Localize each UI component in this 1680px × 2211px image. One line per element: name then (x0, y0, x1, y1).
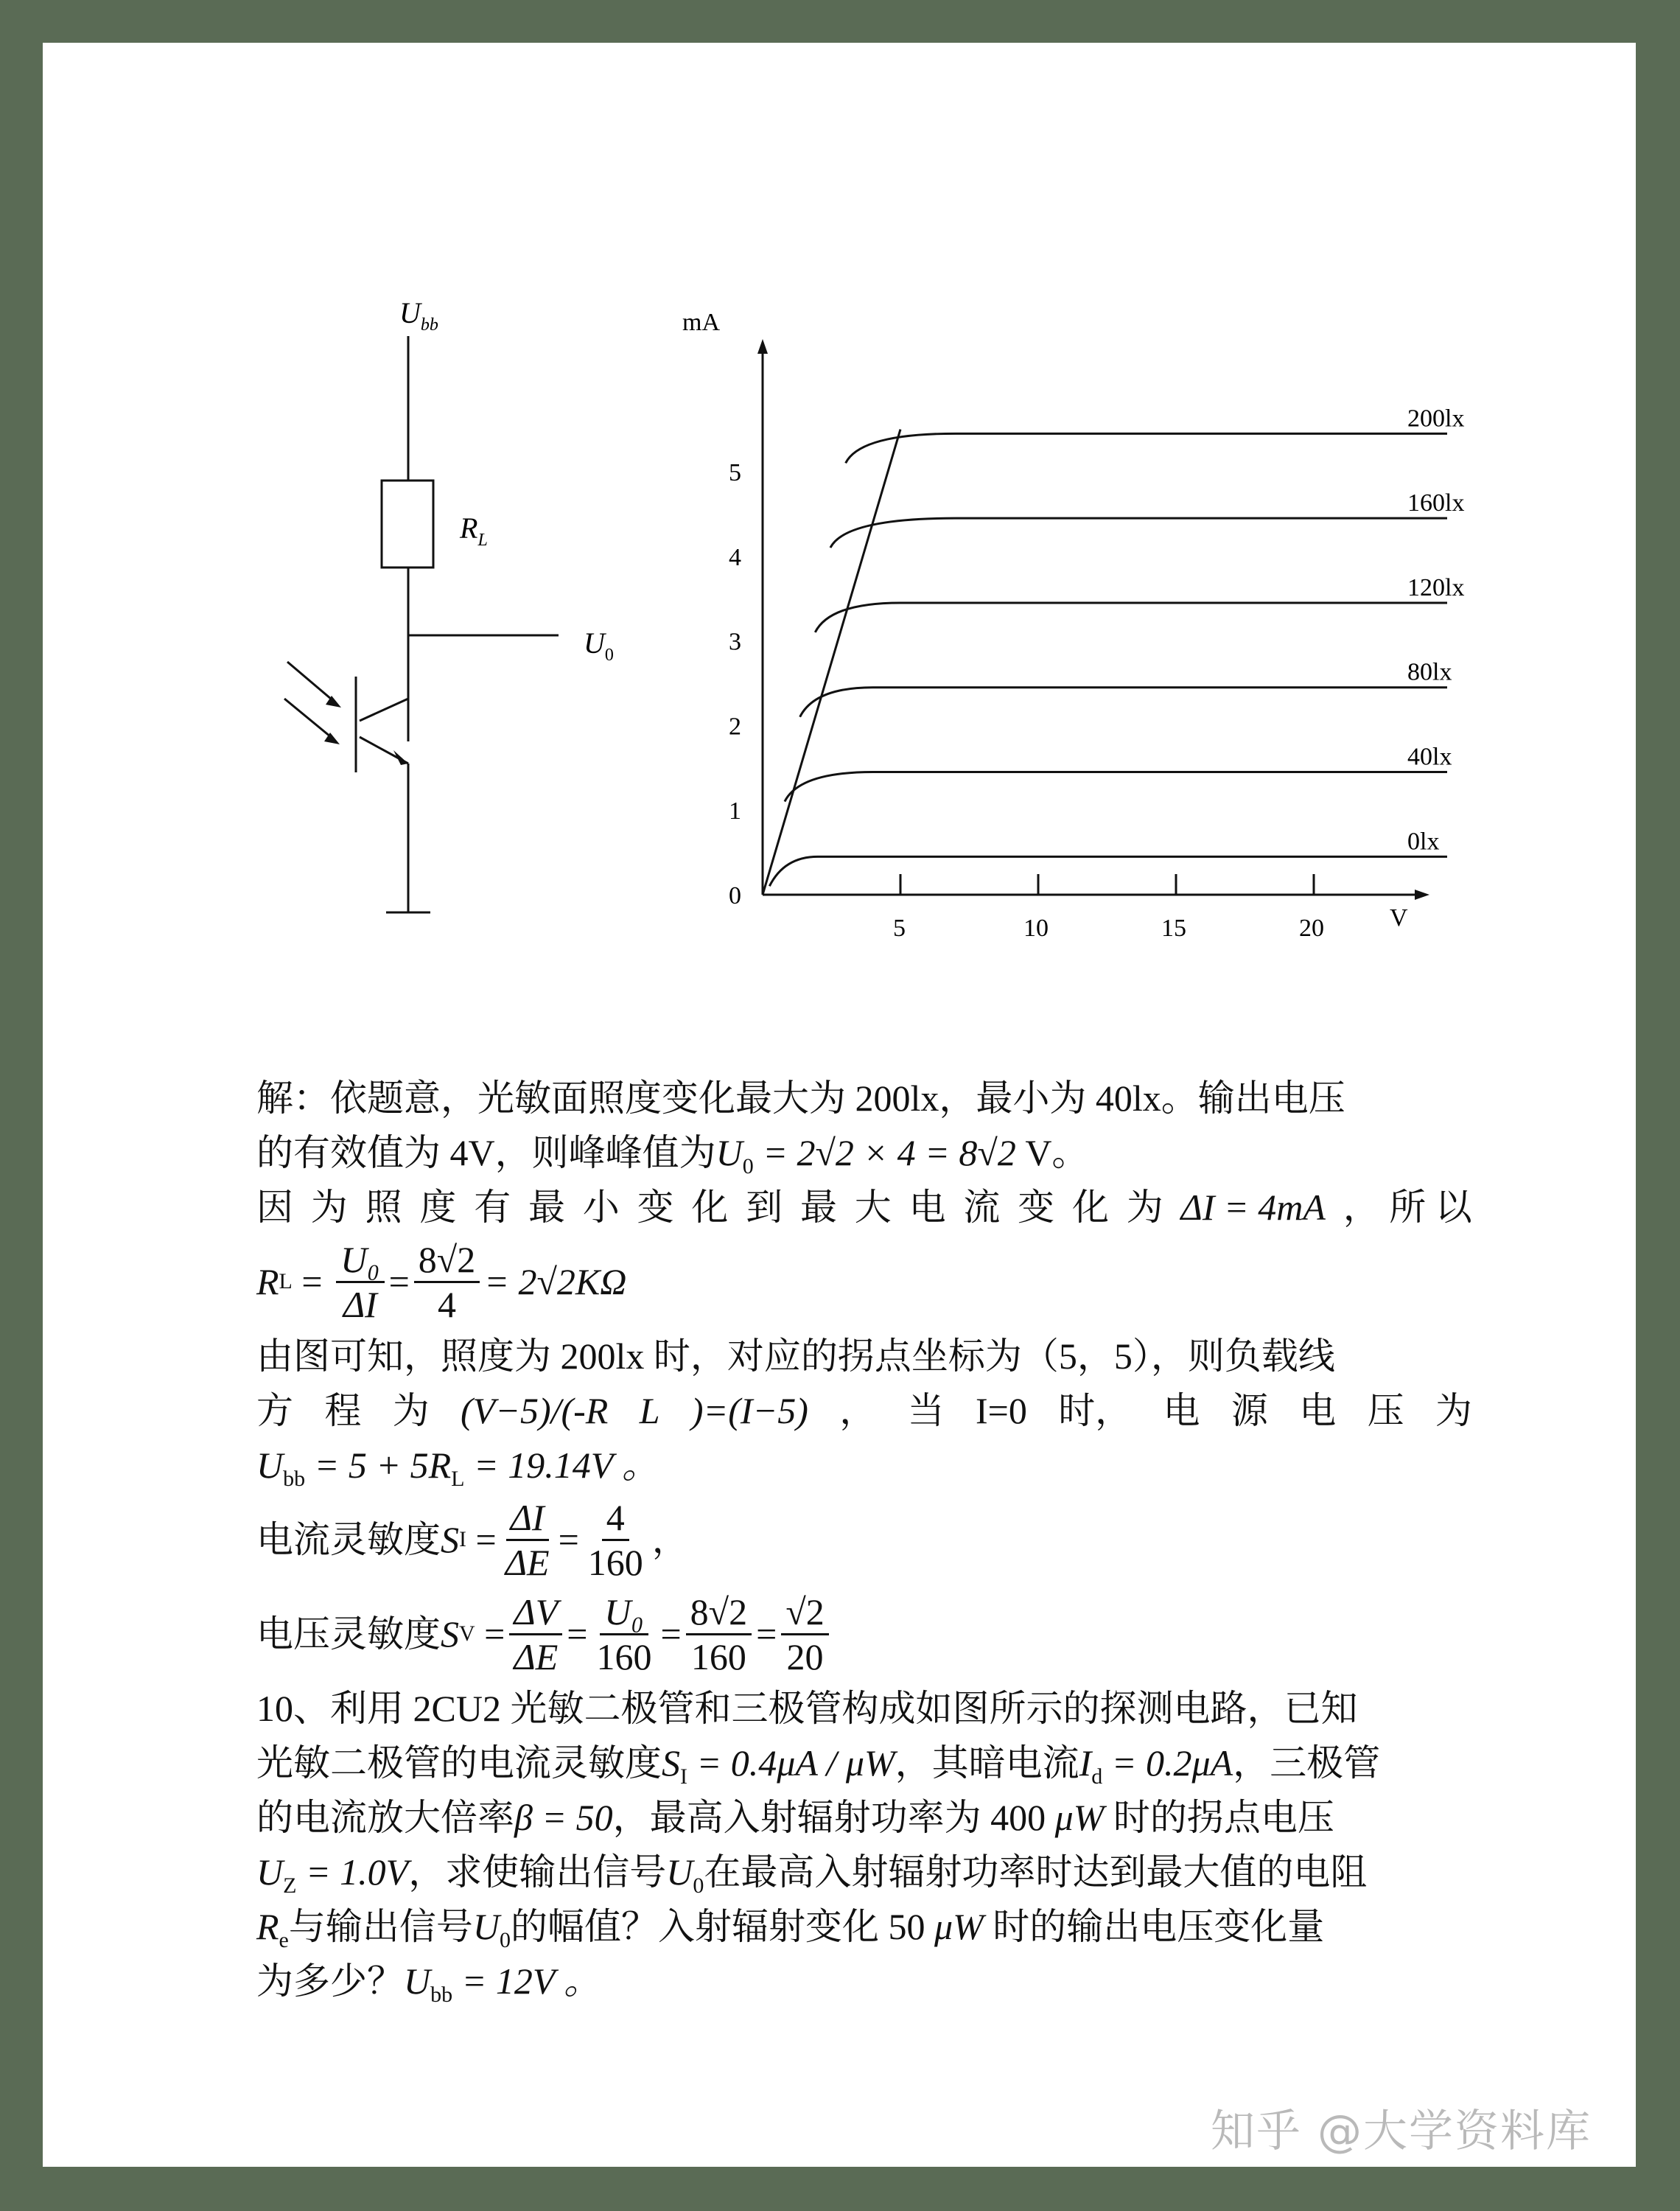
curve-120lx (815, 603, 1447, 632)
x-tick-label: 10 (1023, 915, 1049, 942)
fraction: $\frac{4}{160}$ (587, 1496, 643, 1583)
line-8: 电流灵敏度 S I = $\frac{\Delta I}{\Delta E}$ = $\frac{4}{160}$ ， (256, 1496, 689, 1583)
fraction: $\frac{8√2}{160}$ (686, 1590, 752, 1678)
watermark: 知乎 @大学资料库 (1210, 2106, 1592, 2157)
line-9: 电压灵敏度 S V = $\frac{\Delta V}{\Delta E}$ = $\frac{\text{U₀}}{160}$ = $\frac{8√2}{160}$ = $\frac{√2}{20}$ (256, 1587, 1472, 1681)
y-tick-label: 2 (729, 713, 741, 741)
curve-0lx (769, 856, 1447, 886)
fraction: $\frac{\Delta V}{\Delta E}$ (509, 1590, 562, 1678)
x-axis-label: V (1390, 904, 1408, 932)
line-7: $U_{bb} = 5 + 5R_L = 19.14V$ 。 (256, 1445, 659, 1491)
load-line (763, 430, 900, 895)
legend-160lx: 160lx (1407, 489, 1465, 517)
y-tick-label: 5 (729, 459, 741, 486)
y-axis-arrow (757, 339, 768, 354)
line-5: 由图可知，照度为 200lx 时，对应的拐点坐标为（5，5），则负载线 (256, 1335, 1335, 1377)
legend-40lx: 40lx (1407, 743, 1452, 771)
line-3: 因 为 照 度 有 最 小 变 化 到 最 大 电 流 变 化 为 ΔI = 4mA ， 所 以 (256, 1187, 1472, 1228)
iv-characteristic-chart (43, 43, 1636, 1001)
x-tick-label: 5 (893, 915, 906, 942)
problem-line-2: 光敏二极管的电流灵敏度$S_I = 0.4\mu A / \mu W$，其暗电流$I_d = 0.2\mu A$，三极管 (256, 1742, 1381, 1789)
legend-120lx: 120lx (1407, 573, 1465, 601)
line-4: R L = $\frac{\text{U₀}}{\Delta I}$ = $\frac{8√2}{4}$ = 2√2KΩ (256, 1238, 627, 1325)
supply-label: $U_{bb}$ (399, 296, 438, 335)
fraction: $\frac{\text{U₀}}{160}$ (596, 1590, 652, 1677)
fraction: $\frac{\text{U₀}}{\Delta I}$ (336, 1238, 385, 1326)
curve-80lx (800, 688, 1447, 717)
fraction: $\frac{\Delta I}{\Delta E}$ (505, 1496, 550, 1583)
curve-40lx (785, 772, 1447, 802)
problem-line-1: 10、利用 2CU2 光敏二极管和三极管构成如图所示的探测电路，已知 (256, 1688, 1358, 1729)
legend-0lx: 0lx (1407, 828, 1440, 856)
x-tick-label: 15 (1161, 915, 1186, 942)
resistor-label: $R_L$ (460, 511, 488, 550)
solution-text (256, 1071, 1472, 2008)
output-label: $U_0$ (584, 626, 614, 665)
document-page (43, 43, 1636, 2167)
problem-line-3: 的电流放大倍率β = 50，最高入射辐射功率为 400 μW 时的拐点电压 (256, 1797, 1334, 1838)
y-tick-label: 1 (729, 797, 741, 825)
fraction: $\frac{√2}{20}$ (781, 1590, 828, 1678)
problem-line-6: 为多少？$U_{bb} = 12V$ 。 (256, 1960, 601, 2007)
y-tick-label: 0 (729, 882, 741, 909)
y-tick-label: 4 (729, 543, 741, 571)
y-tick-label: 3 (729, 628, 741, 656)
fraction: $\frac{8√2}{4}$ (414, 1238, 480, 1326)
legend-200lx: 200lx (1407, 405, 1465, 433)
x-axis-arrow (1415, 890, 1429, 900)
line-6: 方 程 为 (V−5)/(-R L )=(I−5) ， 当 I=0 时， 电 源 电 压 为 (256, 1390, 1472, 1431)
y-axis-label: mA (682, 309, 720, 336)
curve-200lx (846, 433, 1447, 463)
problem-line-5: $R_e$与输出信号$U_0$的幅值？入射辐射变化 50 μW 时的输出电压变化量 (256, 1906, 1325, 1952)
line-2: 的有效值为 4V，则峰峰值为$U_0 = 2√2 \times 4 = 8√2$ V。 (256, 1132, 1089, 1178)
line-1: 解：依题意，光敏面照度变化最大为 200lx，最小为 40lx。输出电压 (256, 1077, 1345, 1119)
problem-line-4: $U_Z = 1.0V$，求使输出信号$U_0$在最高入射辐射功率时达到最大值的电阻 (256, 1851, 1368, 1898)
x-tick-label: 20 (1299, 915, 1324, 942)
legend-80lx: 80lx (1407, 658, 1452, 686)
curve-160lx (830, 518, 1447, 548)
